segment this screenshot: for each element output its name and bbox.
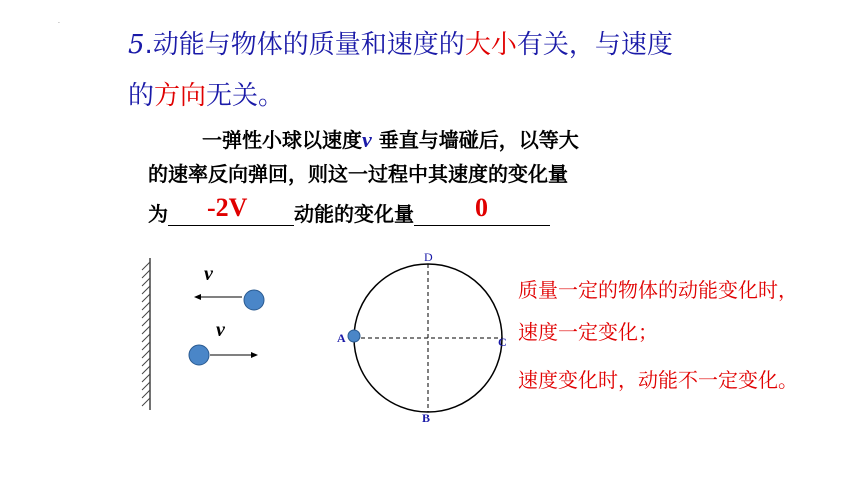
ball-top bbox=[244, 290, 264, 310]
heading-line1-text: .动能与物体的质量和速度的 bbox=[144, 30, 465, 60]
arrow-right-head bbox=[251, 352, 258, 358]
label-d: D bbox=[424, 250, 433, 264]
problem-line3-mid: 动能的变化量 bbox=[294, 202, 414, 226]
corner-mark: . bbox=[58, 18, 60, 25]
heading-emphasis-size: 大小 bbox=[464, 30, 517, 60]
label-b: B bbox=[422, 411, 431, 425]
heading-line-1 bbox=[128, 30, 673, 60]
label-c: C bbox=[498, 335, 507, 349]
heading-line2-tail: 无关。 bbox=[206, 81, 285, 111]
v-label-bottom: v bbox=[216, 319, 225, 341]
note-line-2: 速度一定变化； bbox=[518, 320, 658, 344]
heading-emphasis-direction: 方向 bbox=[154, 81, 207, 111]
problem-line3-prefix: 为 bbox=[148, 202, 168, 226]
ball-bottom bbox=[189, 345, 209, 365]
heading-line2-text: 的 bbox=[128, 81, 155, 111]
note-line-3: 速度变化时，动能不一定变化。 bbox=[518, 368, 798, 392]
arrow-left-head bbox=[194, 294, 201, 300]
answer-velocity-change: -2V bbox=[207, 193, 248, 222]
label-a: A bbox=[337, 331, 346, 345]
problem-line-1 bbox=[202, 128, 579, 152]
circle-motion-figure bbox=[330, 246, 520, 430]
velocity-symbol: v bbox=[362, 127, 372, 152]
problem-line1-text: 一弹性小球以速度 bbox=[202, 128, 362, 152]
heading-number: 5 bbox=[128, 30, 145, 60]
v-label-top: v bbox=[204, 263, 213, 285]
problem-line-2: 的速率反向弹回，则这一过程中其速度的变化量 bbox=[148, 162, 568, 186]
ball-on-circle bbox=[348, 330, 360, 342]
heading-line1-tail: 有关，与速度 bbox=[516, 30, 673, 60]
problem-line1-tail: 垂直与墙碰后，以等大 bbox=[371, 128, 579, 152]
note-line-1: 质量一定的物体的动能变化时， bbox=[518, 278, 798, 302]
wall-ball-figure bbox=[130, 248, 280, 418]
heading-line-2 bbox=[128, 81, 284, 111]
answer-energy-change: 0 bbox=[475, 193, 488, 222]
wall-hatching bbox=[142, 262, 150, 406]
